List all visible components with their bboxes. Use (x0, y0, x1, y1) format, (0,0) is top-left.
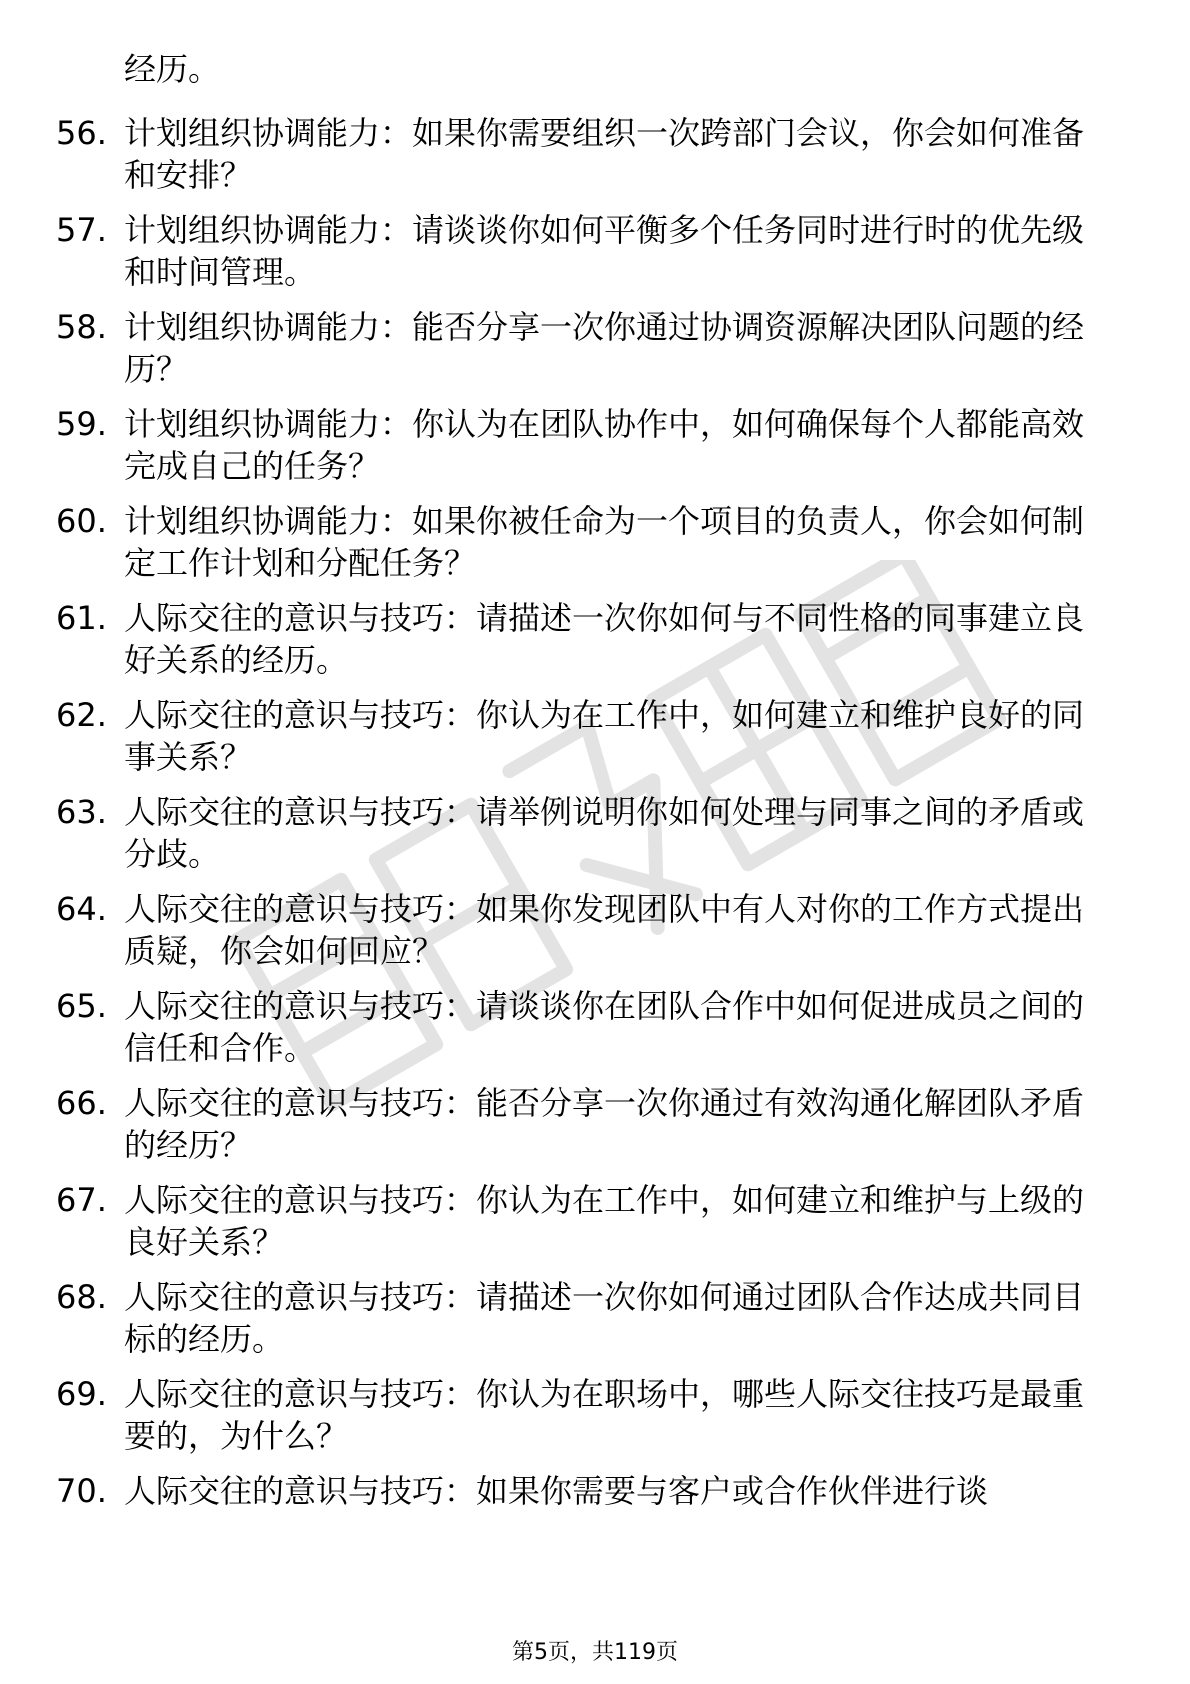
question-number: 57. (56, 211, 107, 249)
question-item (0, 1179, 1190, 1276)
question-number: 59. (56, 405, 107, 443)
question-number: 66. (56, 1084, 107, 1122)
question-text: 计划组织协调能力：如果你需要组织一次跨部门会议，你会如何准备和安排？ (124, 114, 1085, 194)
question-list (0, 112, 1190, 1567)
question-item (0, 1082, 1190, 1179)
question-item (0, 306, 1190, 403)
question-number: 64. (56, 890, 107, 928)
question-number: 56. (56, 114, 107, 152)
question-item (0, 597, 1190, 694)
question-number: 60. (56, 502, 107, 540)
question-item (0, 403, 1190, 500)
question-number: 65. (56, 987, 107, 1025)
question-item (0, 209, 1190, 306)
question-text: 人际交往的意识与技巧：请谈谈你在团队合作中如何促进成员之间的信任和合作。 (124, 987, 1085, 1067)
question-text: 计划组织协调能力：能否分享一次你通过协调资源解决团队问题的经历？ (124, 308, 1085, 388)
question-text: 人际交往的意识与技巧：请描述一次你如何通过团队合作达成共同目标的经历。 (124, 1278, 1085, 1358)
question-text: 人际交往的意识与技巧：你认为在工作中，如何建立和维护与上级的良好关系？ (124, 1181, 1085, 1261)
question-item (0, 500, 1190, 597)
question-item (0, 985, 1190, 1082)
question-item (0, 1373, 1190, 1470)
question-text: 计划组织协调能力：如果你被任命为一个项目的负责人，你会如何制定工作计划和分配任务？ (124, 502, 1085, 582)
question-number: 58. (56, 308, 107, 346)
question-number: 68. (56, 1278, 107, 1316)
question-text: 人际交往的意识与技巧：请举例说明你如何处理与同事之间的矛盾或分歧。 (124, 793, 1085, 873)
question-text: 人际交往的意识与技巧：能否分享一次你通过有效沟通化解团队矛盾的经历？ (124, 1084, 1085, 1164)
question-number: 67. (56, 1181, 107, 1219)
question-text: 计划组织协调能力：你认为在团队协作中，如何确保每个人都能高效完成自己的任务？ (124, 405, 1085, 485)
question-item (0, 1470, 1190, 1567)
question-text: 人际交往的意识与技巧：如果你需要与客户或合作伙伴进行谈 (124, 1472, 989, 1510)
question-number: 70. (56, 1472, 107, 1510)
question-number: 61. (56, 599, 107, 637)
question-number: 62. (56, 696, 107, 734)
question-number: 63. (56, 793, 107, 831)
question-item (0, 1276, 1190, 1373)
question-item (0, 791, 1190, 888)
page-footer (0, 1639, 1190, 1667)
question-item (0, 888, 1190, 985)
page-number-label: 第5页，共119页 (512, 1640, 678, 1665)
question-text: 人际交往的意识与技巧：请描述一次你如何与不同性格的同事建立良好关系的经历。 (124, 599, 1085, 679)
question-text: 人际交往的意识与技巧：如果你发现团队中有人对你的工作方式提出质疑，你会如何回应？ (124, 890, 1085, 970)
question-text: 人际交往的意识与技巧：你认为在职场中，哪些人际交往技巧是最重要的，为什么？ (124, 1375, 1085, 1455)
question-number: 69. (56, 1375, 107, 1413)
question-text: 人际交往的意识与技巧：你认为在工作中，如何建立和维护良好的同事关系？ (124, 696, 1085, 776)
question-item (0, 694, 1190, 791)
continuation-text: 经历。 (124, 50, 221, 88)
question-item (0, 112, 1190, 209)
question-text: 计划组织协调能力：请谈谈你如何平衡多个任务同时进行时的优先级和时间管理。 (124, 211, 1085, 291)
